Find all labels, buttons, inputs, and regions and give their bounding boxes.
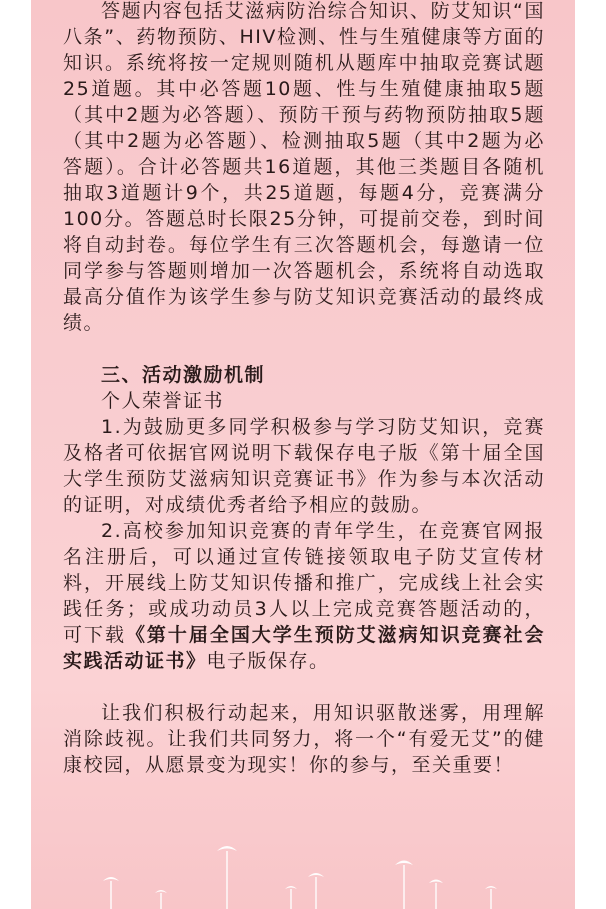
seed-head-4 <box>308 873 324 877</box>
incentive-item-2 <box>63 518 545 674</box>
seed-head-6 <box>429 880 443 884</box>
seed-head-5 <box>395 861 413 866</box>
seed-head-2 <box>217 846 237 851</box>
dandelion-decoration <box>31 789 575 909</box>
incentive-item-2-tail: 电子版保存。 <box>206 650 330 672</box>
seed-head-8 <box>155 890 167 893</box>
section-subtitle: 个人荣誉证书 <box>101 390 225 412</box>
incentive-item-2-text: 2.高校参加知识竞赛的青年学生，在竞赛官网报名注册后，可以通过宣传链接领取电子防艾宣传材料，开展线上防艾知识传播和推广，完成线上社会实践任务；或成功动员3人以上完成竞赛答题活动的，可下载 <box>63 520 545 646</box>
intro-paragraph: 答题内容包括艾滋病防治综合知识、防艾知识“国八条”、药物预防、HIV检测、性与生殖健康等方面的知识。系统将按一定规则随机从题库中抽取竞赛试题25道题。其中必答题10题、性与生殖健康抽取5题（其中2题为必答题）、预防干预与药物预防抽取5题（其中2题为必答题）、检测抽取5题（其中2题为必答题）。合计必答题共16道题，其他三类题目各随机抽取3道题计9个，共25道题，每题4分，竞赛满分100分。答题总时长限25分钟，可提前交卷，到时间将自动封卷。每位学生有三次答题机会，每邀请一位同学参与答题则增加一次答题机会，系统将自动选取最高分值作为该学生参与防艾知识竞赛活动的最终成绩。 <box>63 0 545 334</box>
seed-head-1 <box>103 877 119 881</box>
incentive-item-1: 1.为鼓励更多同学积极参与学习防艾知识，竞赛及格者可依据官网说明下载保存电子版《第十届全国大学生预防艾滋病知识竞赛证书》作为参与本次活动的证明，对成绩优秀者给予相应的鼓励。 <box>63 416 545 516</box>
closing-paragraph: 让我们积极行动起来，用知识驱散迷雾，用理解消除歧视。让我们共同努力，将一个“有爱无艾”的健康校园，从愿景变为现实！你的参与，至关重要！ <box>63 702 545 776</box>
certificate-title: 《第十届全国大学生预防艾滋病知识竞赛社会实践活动证书》 <box>63 624 545 672</box>
seed-head-3 <box>285 886 297 889</box>
seed-head-7 <box>485 886 497 889</box>
content-panel <box>31 0 575 909</box>
article-body <box>63 0 545 778</box>
section-title: 三、活动激励机制 <box>101 364 266 386</box>
